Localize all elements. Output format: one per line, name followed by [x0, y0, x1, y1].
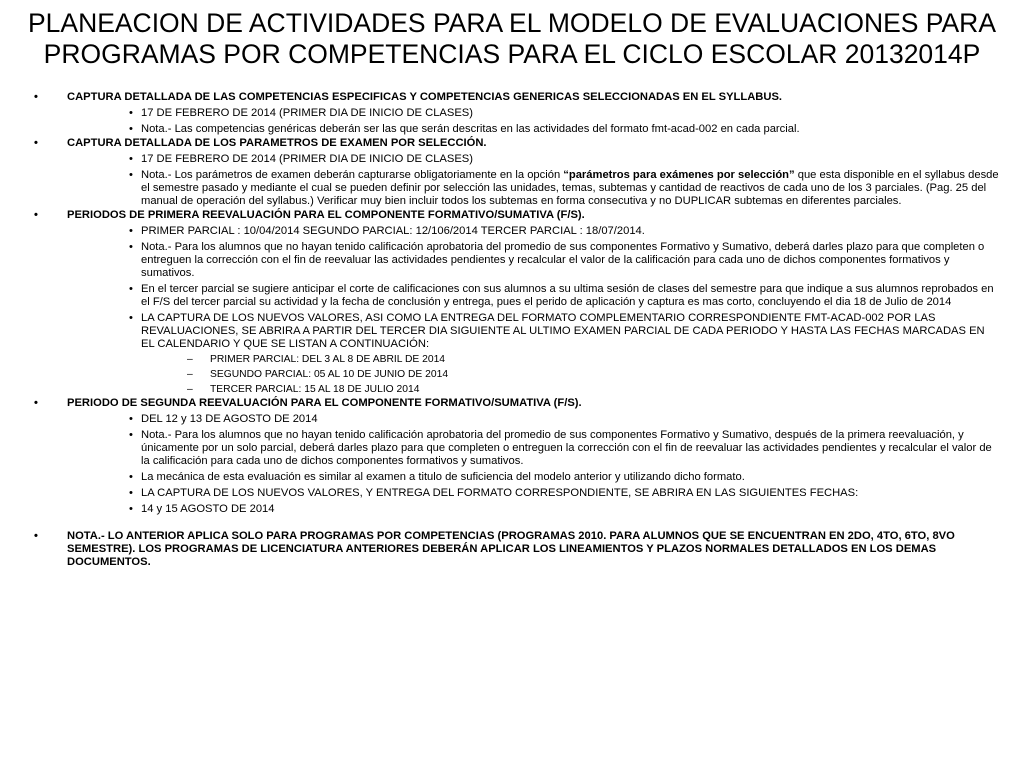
- list-item: • 14 y 15 AGOSTO DE 2014: [129, 503, 275, 515]
- section-heading-4: • PERIODO DE SEGUNDA REEVALUACIÓN PARA EL COMPONENTE FORMATIVO/SUMATIVA (F/S).: [34, 397, 582, 409]
- sub-list-item: – TERCER PARCIAL: 15 AL 18 DE JULIO 2014: [187, 384, 420, 395]
- bullet-icon: •: [129, 123, 133, 135]
- list-item: • Nota.- Para los alumnos que no hayan tenido calificación aprobatoria del promedio de sus componentes Formativo y Sumativo, deberá darles plazo para que completen o entreguen la corrección con el fin de reevaluar las actividades pendientes y recalcular el valor de la calificación para cada uno de dichos componentes formativos y sumativos.: [129, 241, 985, 279]
- bullet-icon: •: [129, 225, 133, 237]
- bullet-list: [34, 91, 999, 569]
- list-item: • Nota.- Las competencias genéricas deberán ser las que serán descritas en las actividades del formato fmt-acad-002 en cada parcial.: [129, 123, 800, 135]
- section-heading-3: • PERIODOS DE PRIMERA REEVALUACIÓN PARA EL COMPONENTE FORMATIVO/SUMATIVA (F/S).: [34, 209, 585, 221]
- bullet-icon: •: [129, 429, 133, 441]
- bullet-icon: •: [129, 153, 133, 165]
- title-line-1: PLANEACION DE ACTIVIDADES PARA EL MODELO DE EVALUACIONES PARA: [27, 8, 996, 38]
- list-item: • La mecánica de esta evaluación es similar al examen a titulo de suficiencia del modelo anterior y utilizando dicho formato.: [129, 471, 745, 483]
- bullet-icon: •: [129, 283, 133, 295]
- bullet-icon: •: [129, 241, 133, 253]
- bullet-icon: •: [34, 209, 38, 221]
- bullet-icon: •: [129, 487, 133, 499]
- bullet-icon: •: [129, 471, 133, 483]
- content-body: [34, 90, 999, 569]
- bullet-icon: •: [129, 169, 133, 181]
- dash-icon: –: [187, 384, 193, 395]
- dash-icon: –: [187, 369, 193, 380]
- list-item: • Nota.- Los parámetros de examen deberán capturarse obligatoriamente en la opción “parámetros para exámenes por selección” que esta disponible en el syllabus desde el semestre pasado y mediante el cual se pueden definir por selección las unidades, temas, subtemas y cantidad de reactivos de cada uno de los 3 parciales. (Pag. 25 del manual de operación del syllabus.) Verificar muy bien incluir todos los subtemas en forma consecutiva y no DUPLICAR subtemas en diferentes parciales.: [129, 169, 999, 207]
- list-item: • LA CAPTURA DE LOS NUEVOS VALORES, Y ENTREGA DEL FORMATO CORRESPONDIENTE, SE ABRIRA EN LAS SIGUIENTES FECHAS:: [129, 487, 859, 499]
- list-item: • 17 DE FEBRERO DE 2014 (PRIMER DIA DE INICIO DE CLASES): [129, 153, 473, 165]
- list-item: • LA CAPTURA DE LOS NUEVOS VALORES, ASI COMO LA ENTREGA DEL FORMATO COMPLEMENTARIO CORRESPONDIENTE FMT-ACAD-002 POR LAS REVALUACIONES, SE ABRIRA A PARTIR DEL TERCER DIA SIGUIENTE AL ULTIMO EXAMEN PARCIAL DE CADA PERIODO Y HASTA LAS FECHAS MARCADAS EN EL CALENDARIO Y QUE SE LISTAN A CONTINUACIÓN:: [129, 312, 985, 350]
- list-item: • 17 DE FEBRERO DE 2014 (PRIMER DIA DE INICIO DE CLASES): [129, 107, 473, 119]
- bullet-icon: •: [129, 107, 133, 119]
- bullet-icon: •: [34, 530, 38, 542]
- bullet-icon: •: [34, 137, 38, 149]
- sub-list-item: – PRIMER PARCIAL: DEL 3 AL 8 DE ABRIL DE 2014: [187, 354, 446, 365]
- page-title: [0, 0, 1024, 70]
- bullet-icon: •: [34, 91, 38, 103]
- list-item: • Nota.- Para los alumnos que no hayan tenido calificación aprobatoria del promedio de sus componentes Formativo y Sumativo, después de la primera reevaluación, y únicamente por un solo parcial, deberá darles plazo para que completen o entreguen la corrección con el fin de reevaluar las actividades pendientes y recalcular el valor de la calificación para cada uno de dichos componentes formativos y sumativos.: [129, 429, 992, 467]
- final-note: • NOTA.- LO ANTERIOR APLICA SOLO PARA PROGRAMAS POR COMPETENCIAS (PROGRAMAS 2010. PARA ALUMNOS QUE SE ENCUENTRAN EN 2DO, 4TO, 6TO, 8VO SEMESTRE). LOS PROGRAMAS DE LICENCIATURA ANTERIORES DEBERÁN APLICAR LOS LINEAMIENTOS Y PLAZOS NORMALES DETALLADOS EN LOS DEMAS DOCUMENTOS.: [34, 530, 955, 568]
- bullet-icon: •: [34, 397, 38, 409]
- bullet-icon: •: [129, 312, 133, 324]
- bullet-icon: •: [129, 413, 133, 425]
- title-line-2: PROGRAMAS POR COMPETENCIAS PARA EL CICLO ESCOLAR 20132014P: [43, 39, 981, 69]
- bullet-icon: •: [129, 503, 133, 515]
- list-item: • DEL 12 y 13 DE AGOSTO DE 2014: [129, 413, 318, 425]
- section-heading-2: • CAPTURA DETALLADA DE LOS PARAMETROS DE EXAMEN POR SELECCIÓN.: [34, 137, 487, 149]
- section-heading-1: • CAPTURA DETALLADA DE LAS COMPETENCIAS ESPECIFICAS Y COMPETENCIAS GENERICAS SELECCIONADAS EN EL SYLLABUS.: [34, 91, 783, 103]
- list-item: • En el tercer parcial se sugiere anticipar el corte de calificaciones con sus alumnos a su ultima sesión de clases del semestre para que indique a sus alumnos reprobados en el F/S del tercer parcial su actividad y la fecha de conclusión y entrega, pues el perido de aplicación y captura es mas corto, concluyendo el dia 18 de Julio de 2014: [129, 283, 994, 308]
- emphasis-text: “parámetros para exámenes por selección”: [563, 169, 795, 181]
- list-item: • PRIMER PARCIAL : 10/04/2014 SEGUNDO PARCIAL: 12/106/2014 TERCER PARCIAL : 18/07/2014.: [129, 225, 645, 237]
- sub-list-item: – SEGUNDO PARCIAL: 05 AL 10 DE JUNIO DE 2014: [187, 369, 449, 380]
- dash-icon: –: [187, 354, 193, 365]
